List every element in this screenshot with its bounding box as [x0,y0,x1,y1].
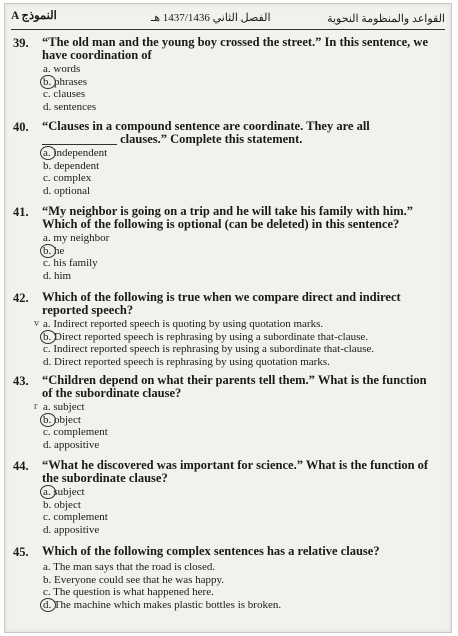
answer-option-selected: b. object [43,414,435,427]
answer-option: c. The question is what happened here. [43,586,214,599]
question-number: 41. [13,205,29,219]
answer-option: c. complex [43,172,92,185]
question-text: Which of the following complex sentences has a relative clause? [42,544,380,558]
question-41 [13,205,435,282]
answer-circle-mark [40,244,56,258]
question-number: 45. [13,545,29,559]
answer-circle-mark [40,330,56,344]
answer-option: a. my neighbor [43,232,110,244]
answer-option: d. appositive [43,523,100,536]
answer-option: b. Everyone could see that he was happy. [43,573,225,586]
exam-term-label: الفصل الثاني 1437/1436 هـ [151,12,271,24]
question-text: Which of the following is true when we compare direct and indirect reported speech? [42,290,401,317]
question-number: 39. [13,36,29,50]
answer-option-selected: d. The machine which makes plastic bottles is broken. [43,599,435,612]
course-title: القواعد والمنظومة النحوية [327,13,445,25]
question-text: “What he discovered was important for science.” What is the function of the subordinate clause? [42,458,429,485]
answer-option: c. clauses [43,88,86,101]
answer-option: c. complement [43,511,108,524]
page-header [11,8,445,30]
answer-option: c. his family [43,257,98,270]
answer-option: d. Direct reported speech is rephrasing by using quotation marks. [43,355,330,368]
answer-option: c. Indirect reported speech is rephrasing by using a subordinate that-clause. [43,343,375,356]
question-number: 40. [13,120,29,134]
question-text: “The old man and the young boy crossed the street.” In this sentence, we have coordination of [42,35,429,62]
exam-page [4,3,452,633]
check-tick-icon: r [34,401,38,412]
answer-option-selected: b. phrases [43,76,435,89]
answer-option: c. complement [43,426,108,439]
answer-option: d. optional [43,184,91,197]
exam-model-label: A النموذج [11,10,57,22]
answer-option: v a. Indirect reported speech is quoting by using quotation marks. [34,318,324,330]
answer-option-selected: a. subject [43,486,435,499]
question-number: 44. [13,459,29,473]
question-42 [13,291,435,368]
answer-option: a. The man says that the road is closed. [43,561,216,573]
question-40 [13,120,435,197]
answer-option: r a. subject [34,401,85,413]
answer-option-selected: b. Direct reported speech is rephrasing by using a subordinate that-clause. [43,331,435,344]
question-number: 43. [13,374,29,388]
answer-option: a. words [43,63,81,75]
answer-option: b. object [43,498,81,511]
answer-option: d. sentences [43,100,97,113]
answer-option-selected: a. independent [43,147,435,160]
header-divider [11,29,445,30]
question-44 [13,459,435,536]
check-tick-icon: v [34,318,39,329]
question-45 [13,545,435,611]
answer-circle-mark [40,485,56,499]
answer-circle-mark [40,598,56,612]
answer-option: d. him [43,269,72,282]
answer-circle-mark [40,75,56,89]
answer-circle-mark [40,413,56,427]
answer-option-selected: b. he [43,245,435,258]
question-number: 42. [13,291,29,305]
answer-option: b. dependent [43,159,100,172]
question-text: “Children depend on what their parents tell them.” What is the function of the subordinate clause? [42,373,427,400]
answer-option: d. appositive [43,438,100,451]
question-text: “Clauses in a compound sentence are coordinate. They are all ____________ clauses.” Complete this statement. [42,119,370,146]
question-text: “My neighbor is going on a trip and he will take his family with him.” Which of the following is optional (can be deleted) in this sentence? [42,204,413,231]
answer-circle-mark [40,146,56,160]
question-43 [13,374,435,451]
question-39 [13,36,435,113]
